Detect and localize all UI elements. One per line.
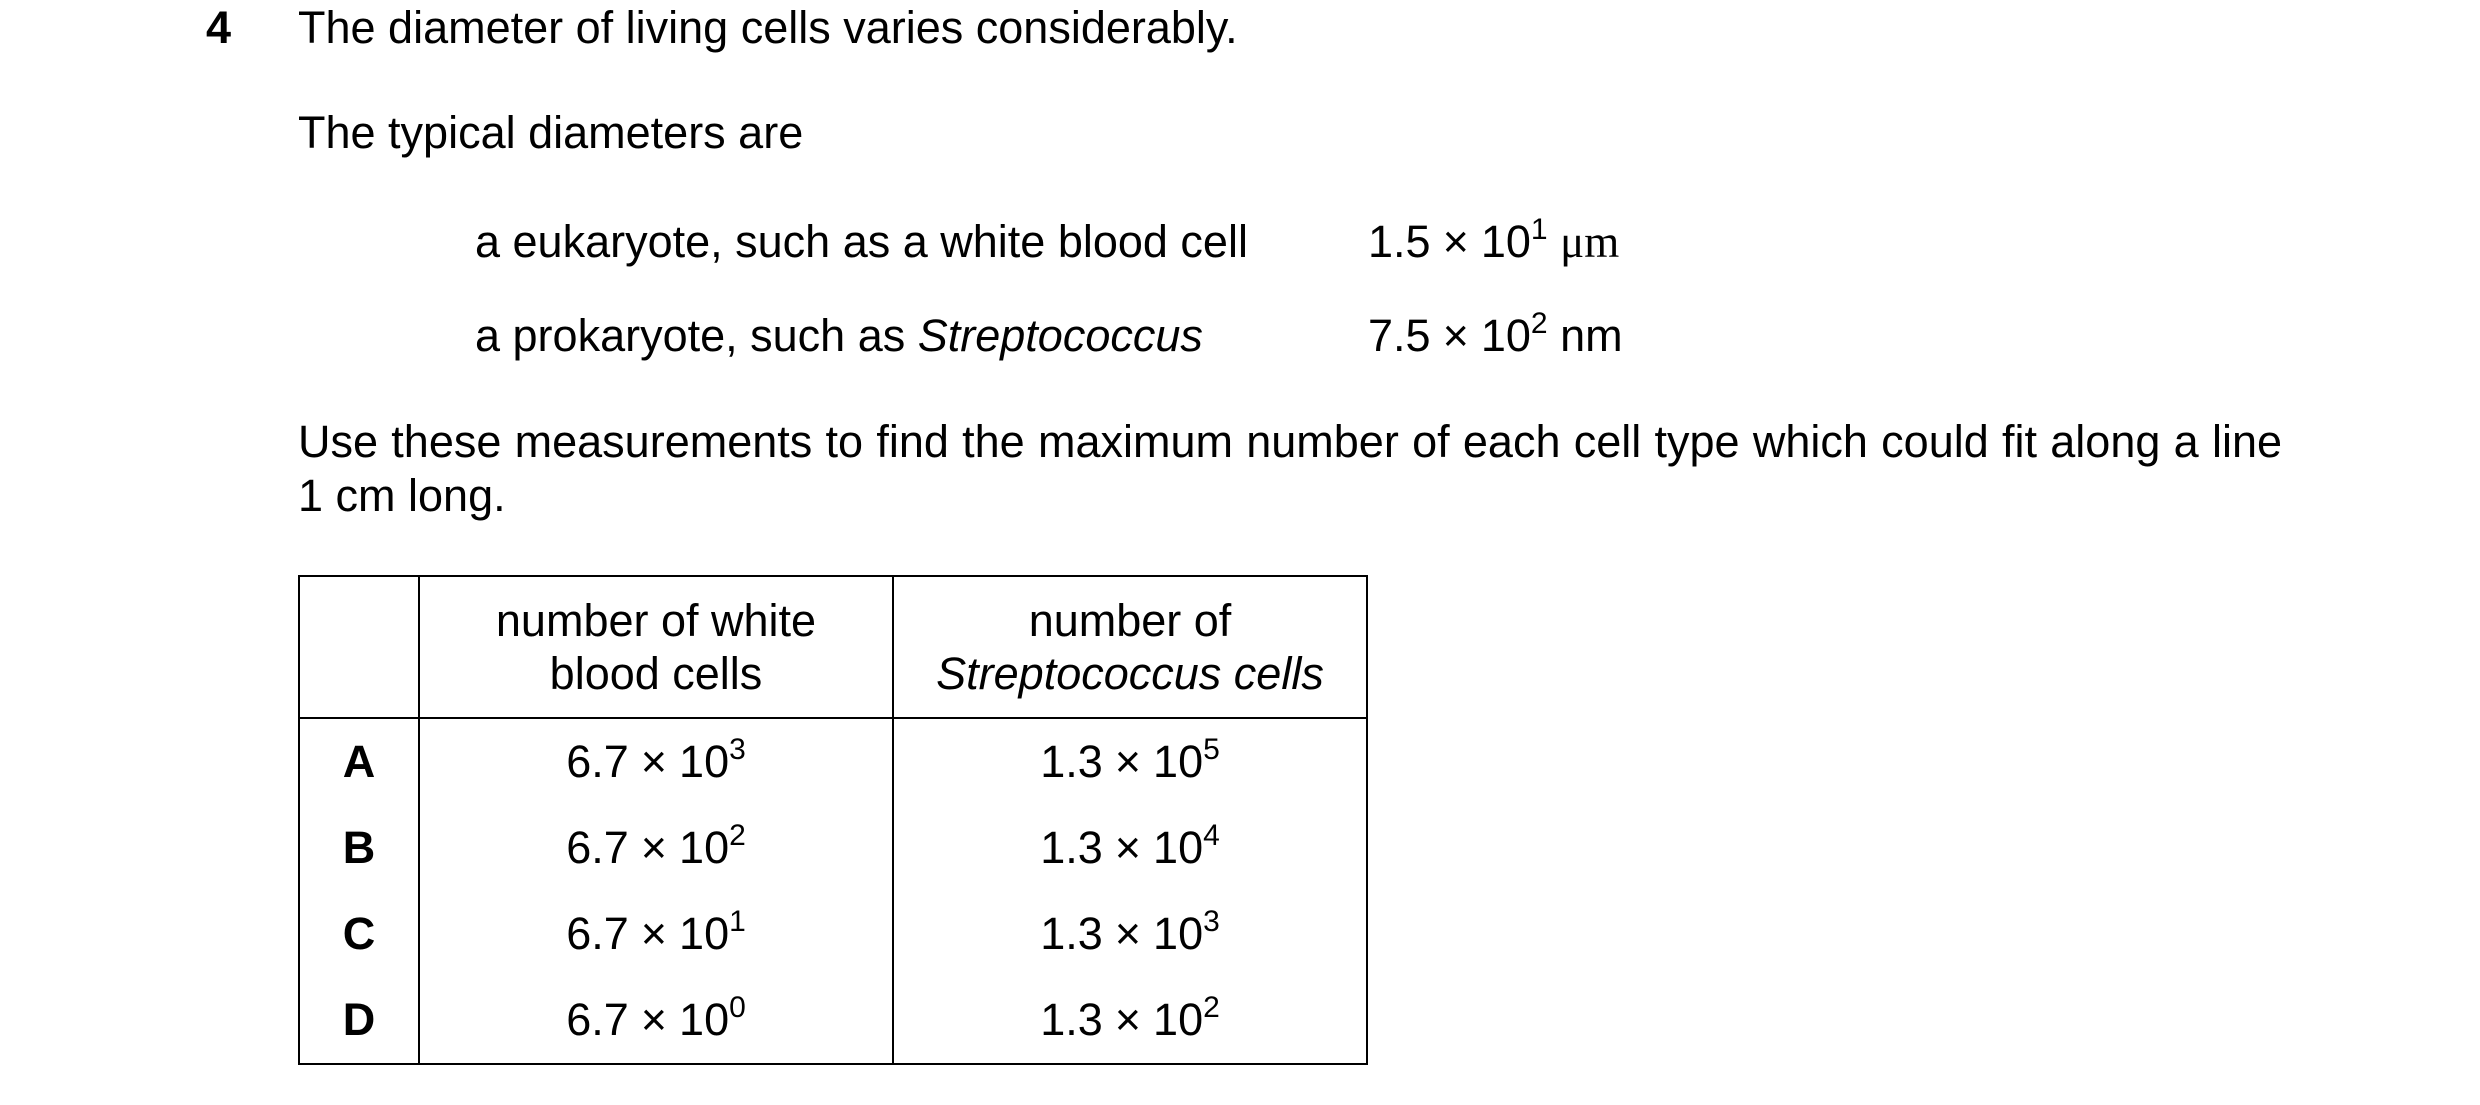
base-ten: 10 [1153, 736, 1204, 787]
times-sign: × [1114, 736, 1142, 787]
times-sign: × [640, 736, 668, 787]
table-row [299, 805, 1367, 891]
wbc-exponent: 3 [729, 733, 746, 766]
strep-exponent: 5 [1203, 733, 1220, 766]
base-ten: 10 [1153, 822, 1204, 873]
wbc-coef: 6.7 [566, 736, 629, 787]
times-sign: × [1114, 994, 1142, 1045]
times-sign: × [1442, 310, 1469, 361]
wbc-count [419, 805, 893, 891]
base-ten: 10 [1153, 994, 1204, 1045]
table-header-row [299, 576, 1367, 718]
strep-exponent: 4 [1203, 819, 1220, 852]
table-row [299, 977, 1367, 1064]
wbc-exponent: 2 [729, 819, 746, 852]
wbc-count [419, 891, 893, 977]
prokaryote-label [475, 308, 1203, 364]
header-streptococcus-cells [893, 576, 1367, 718]
times-sign: × [640, 908, 668, 959]
eukaryote-coef: 1.5 [1368, 216, 1431, 267]
prokaryote-label-species: Streptococcus [917, 310, 1203, 361]
eukaryote-diameter [1368, 214, 1619, 270]
option-letter: C [299, 891, 419, 977]
base-ten: 10 [679, 994, 730, 1045]
question-lead: The typical diameters are [298, 107, 804, 158]
wbc-coef: 6.7 [566, 822, 629, 873]
times-sign: × [1442, 216, 1469, 267]
prokaryote-coef: 7.5 [1368, 310, 1431, 361]
times-sign: × [640, 994, 668, 1045]
times-sign: × [1114, 908, 1142, 959]
prokaryote-unit: nm [1560, 310, 1623, 361]
times-sign: × [640, 822, 668, 873]
question-number: 4 [206, 2, 232, 53]
strep-count [893, 891, 1367, 977]
answer-options-table [298, 575, 1368, 1065]
option-letter: D [299, 977, 419, 1064]
eukaryote-exponent: 1 [1530, 213, 1548, 246]
wbc-count [419, 977, 893, 1064]
header-strep-line2: Streptococcus cells [936, 648, 1324, 699]
wbc-coef: 6.7 [566, 994, 629, 1045]
base-ten: 10 [1480, 216, 1531, 267]
option-letter: B [299, 805, 419, 891]
strep-exponent: 2 [1203, 991, 1220, 1024]
header-white-blood-cells [419, 576, 893, 718]
header-wbc-line2: blood cells [549, 648, 763, 699]
base-ten: 10 [679, 822, 730, 873]
prokaryote-diameter [1368, 308, 1623, 364]
table-row [299, 718, 1367, 805]
base-ten: 10 [679, 736, 730, 787]
base-ten: 10 [1480, 310, 1531, 361]
wbc-exponent: 1 [729, 905, 746, 938]
question-instruction: Use these measurements to find the maximum number of each cell type which could fit along a line 1 cm long. [298, 416, 2282, 521]
prokaryote-label-text: a prokaryote, such as [475, 310, 918, 361]
wbc-coef: 6.7 [566, 908, 629, 959]
eukaryote-label: a eukaryote, such as a white blood cell [475, 216, 1248, 267]
base-ten: 10 [1153, 908, 1204, 959]
strep-coef: 1.3 [1040, 994, 1103, 1045]
table-row [299, 891, 1367, 977]
base-ten: 10 [679, 908, 730, 959]
question-intro: The diameter of living cells varies considerably. [298, 2, 1238, 53]
wbc-count [419, 718, 893, 805]
strep-count [893, 718, 1367, 805]
times-sign: × [1114, 822, 1142, 873]
option-letter: A [299, 718, 419, 805]
prokaryote-exponent: 2 [1530, 307, 1548, 340]
strep-coef: 1.3 [1040, 736, 1103, 787]
wbc-exponent: 0 [729, 991, 746, 1024]
header-empty-cell [299, 576, 419, 718]
header-wbc-line1: number of white [495, 595, 817, 646]
strep-count [893, 977, 1367, 1064]
strep-count [893, 805, 1367, 891]
eukaryote-unit: μm [1560, 217, 1620, 267]
strep-coef: 1.3 [1040, 908, 1103, 959]
header-strep-line1: number of [1028, 595, 1232, 646]
strep-exponent: 3 [1203, 905, 1220, 938]
strep-coef: 1.3 [1040, 822, 1103, 873]
